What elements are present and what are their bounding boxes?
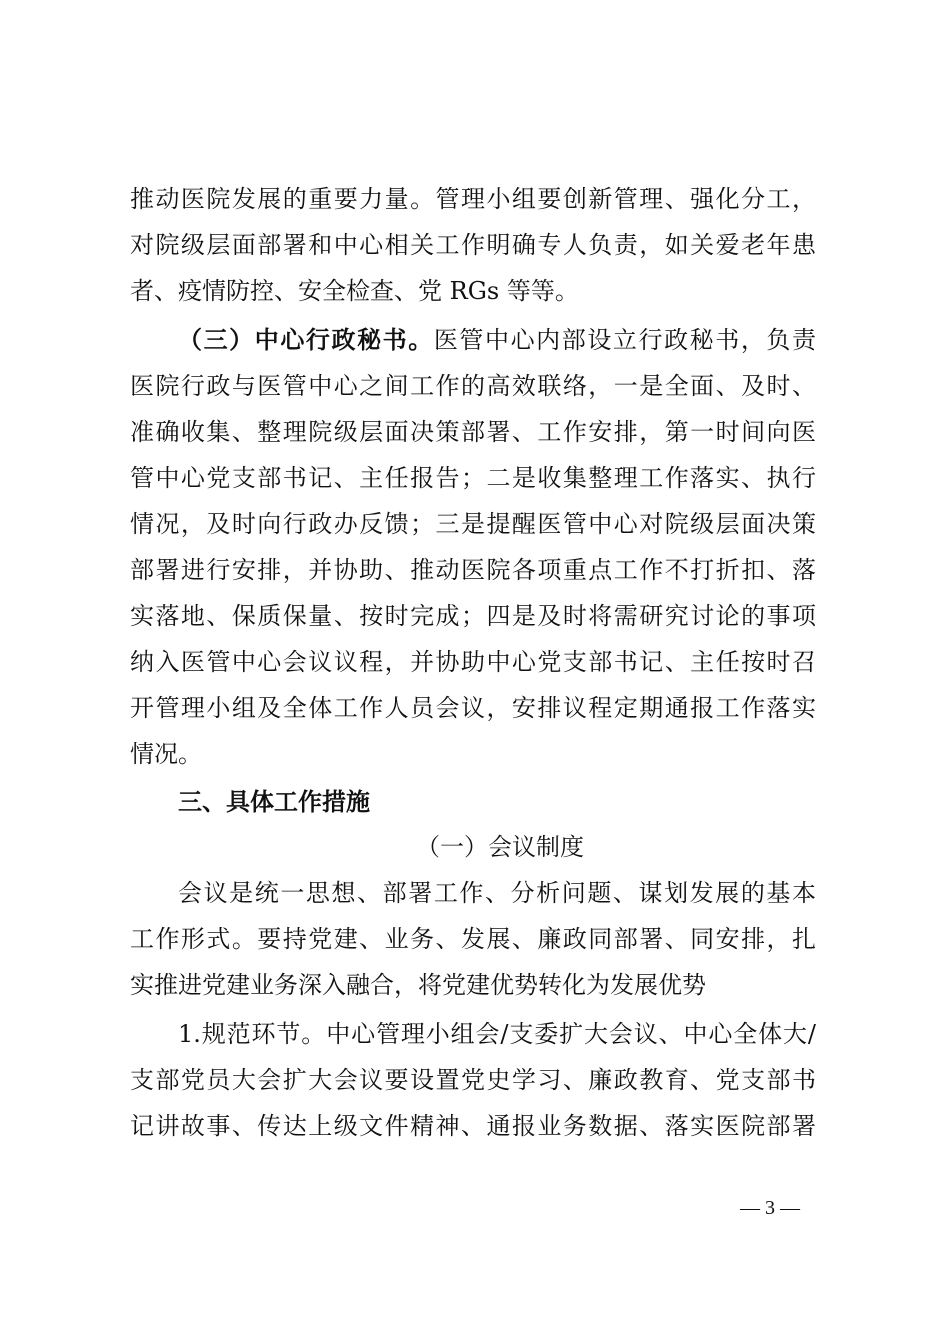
- paragraph-line: 推动医院发展的重要力量。管理小组要创新管理、强化分工，: [130, 185, 816, 213]
- paragraph-line: 准确收集、整理院级层面决策部署、工作安排，第一时间向医: [130, 418, 816, 446]
- paragraph-line: 1.规范环节。中心管理小组会/支委扩大会议、中心全体大/: [178, 1020, 816, 1048]
- section-heading: 三、具体工作措施: [178, 788, 370, 816]
- paragraph-line: 开管理小组及全体工作人员会议，安排议程定期通报工作落实: [130, 694, 816, 722]
- paragraph-line: 医院行政与医管中心之间工作的高效联络，一是全面、及时、: [130, 372, 816, 400]
- paragraph-line: 实落地、保质保量、按时完成；四是及时将需研究讨论的事项: [130, 602, 816, 630]
- page-number: — 3 —: [740, 1197, 800, 1219]
- paragraph-text: 医管中心内部设立行政秘书，负责: [433, 326, 817, 354]
- paragraph-line: 对院级层面部署和中心相关工作明确专人负责，如关爱老年患: [130, 231, 816, 259]
- paragraph-line: 会议是统一思想、部署工作、分析问题、谋划发展的基本: [178, 879, 816, 907]
- paragraph-line: 情况，及时向行政办反馈；三是提醒医管中心对院级层面决策: [130, 510, 816, 538]
- paragraph-line: 情况。: [130, 740, 202, 768]
- paragraph-line: 记讲故事、传达上级文件精神、通报业务数据、落实医院部署: [130, 1112, 816, 1140]
- paragraph-title: （三）中心行政秘书。: [178, 325, 434, 354]
- paragraph-line: 者、疫情防控、安全检查、党 RGs 等等。: [130, 277, 579, 305]
- paragraph-line: 工作形式。要持党建、业务、发展、廉政同部署、同安排，扎: [130, 925, 816, 953]
- paragraph-line: 实推进党建业务深入融合，将党建优势转化为发展优势: [130, 971, 706, 999]
- paragraph-line: 支部党员大会扩大会议要设置党史学习、廉政教育、党支部书: [130, 1066, 816, 1094]
- paragraph-line: 纳入医管中心会议议程，并协助中心党支部书记、主任按时召: [130, 648, 816, 676]
- paragraph-line: [178, 317, 816, 363]
- paragraph-line: 管中心党支部书记、主任报告；二是收集整理工作落实、执行: [130, 464, 816, 492]
- subsection-heading: （一）会议制度: [416, 833, 584, 861]
- paragraph-line: 部署进行安排，并协助、推动医院各项重点工作不打折扣、落: [130, 556, 816, 584]
